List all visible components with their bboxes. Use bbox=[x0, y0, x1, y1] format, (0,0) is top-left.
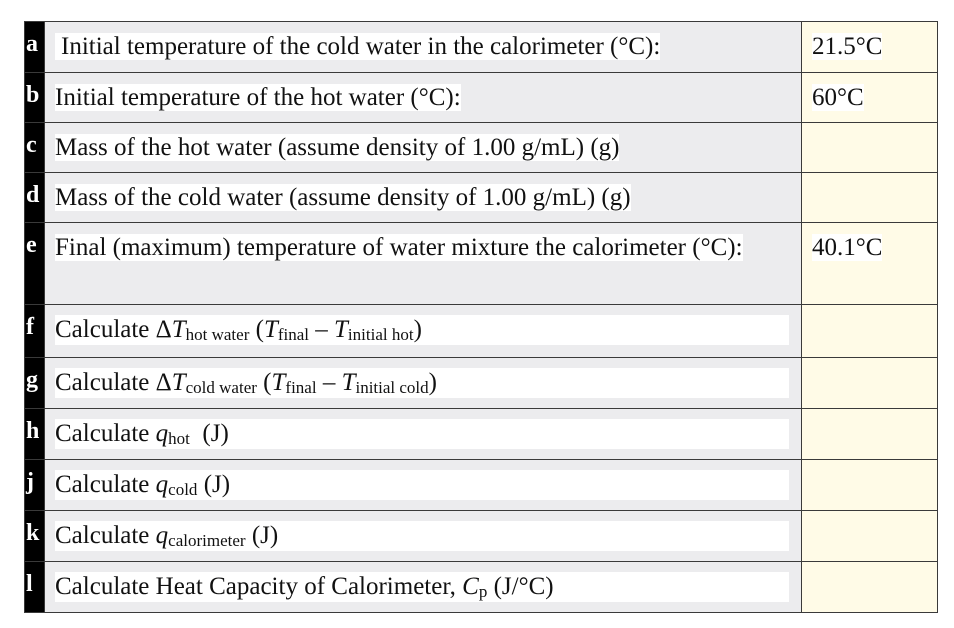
table-row bbox=[25, 123, 938, 173]
row-letter: e bbox=[25, 223, 45, 305]
answer-value: 60°C bbox=[812, 84, 864, 111]
subscript: cold bbox=[168, 480, 198, 499]
question-cell bbox=[45, 409, 802, 460]
table-row bbox=[25, 173, 938, 223]
calorimetry-data-table bbox=[24, 21, 938, 613]
row-letter: j bbox=[25, 460, 45, 511]
question-end: (J) bbox=[197, 471, 231, 498]
question-cell bbox=[45, 460, 802, 511]
subscript: hot bbox=[168, 429, 190, 448]
question-cell bbox=[45, 22, 802, 73]
question-cell bbox=[45, 358, 802, 409]
question-text: Initial temperature of the hot water (°C): bbox=[55, 84, 461, 111]
subscript: initial cold bbox=[355, 378, 429, 397]
answer-field[interactable] bbox=[802, 22, 938, 73]
answer-field[interactable] bbox=[802, 223, 938, 305]
answer-field[interactable] bbox=[802, 123, 938, 173]
row-letter: k bbox=[25, 511, 45, 562]
table-row bbox=[25, 73, 938, 123]
table-row bbox=[25, 358, 938, 409]
question-cell bbox=[45, 223, 802, 305]
question-end: (J) bbox=[189, 420, 229, 447]
question-text bbox=[55, 521, 789, 551]
subscript: initial hot bbox=[347, 325, 414, 344]
answer-field[interactable] bbox=[802, 173, 938, 223]
subscript: final bbox=[277, 325, 310, 344]
question-cell bbox=[45, 173, 802, 223]
subscript: final bbox=[285, 378, 317, 397]
question-prefix: Calculate q bbox=[55, 522, 169, 549]
row-letter: a bbox=[25, 22, 45, 73]
question-text bbox=[55, 315, 789, 345]
question-mid: (T bbox=[256, 369, 286, 396]
question-cell bbox=[45, 123, 802, 173]
subscript: cold water bbox=[185, 378, 257, 397]
question-prefix: Calculate q bbox=[55, 471, 169, 498]
row-letter: f bbox=[25, 305, 45, 358]
row-letter: b bbox=[25, 73, 45, 123]
row-letter: h bbox=[25, 409, 45, 460]
question-text: Mass of the hot water (assume density of 1.00 g/mL) (g) bbox=[55, 134, 620, 161]
row-letter: g bbox=[25, 358, 45, 409]
subscript: calorimeter bbox=[168, 531, 246, 550]
question-text bbox=[55, 368, 789, 398]
row-letter: l bbox=[25, 562, 45, 613]
question-mid: (T bbox=[249, 316, 278, 343]
question-end: ) bbox=[428, 369, 437, 396]
answer-field[interactable] bbox=[802, 460, 938, 511]
table-row bbox=[25, 305, 938, 358]
subscript: hot water bbox=[185, 325, 250, 344]
table-row bbox=[25, 22, 938, 73]
table-row bbox=[25, 409, 938, 460]
table-row bbox=[25, 562, 938, 613]
question-dash: – T bbox=[316, 369, 356, 396]
question-prefix: Calculate ΔT bbox=[55, 316, 186, 343]
question-end: ) bbox=[413, 316, 422, 343]
question-text: Final (maximum) temperature of water mixture the calorimeter (°C): bbox=[55, 234, 743, 261]
row-letter: d bbox=[25, 173, 45, 223]
answer-field[interactable] bbox=[802, 305, 938, 358]
subscript: p bbox=[478, 582, 488, 601]
question-text bbox=[55, 470, 789, 500]
question-text bbox=[55, 419, 789, 449]
question-text: Initial temperature of the cold water in the calorimeter (°C): bbox=[55, 33, 660, 60]
table-row bbox=[25, 511, 938, 562]
question-end: (J/°C) bbox=[487, 573, 554, 600]
row-letter: c bbox=[25, 123, 45, 173]
answer-field[interactable] bbox=[802, 562, 938, 613]
question-dash: – T bbox=[309, 316, 348, 343]
question-text bbox=[55, 572, 789, 602]
answer-field[interactable] bbox=[802, 73, 938, 123]
question-end: (J) bbox=[245, 522, 279, 549]
answer-field[interactable] bbox=[802, 409, 938, 460]
answer-field[interactable] bbox=[802, 511, 938, 562]
answer-field[interactable] bbox=[802, 358, 938, 409]
table-row bbox=[25, 460, 938, 511]
question-prefix: Calculate Heat Capacity of Calorimeter, C bbox=[55, 573, 479, 600]
question-cell bbox=[45, 305, 802, 358]
question-cell bbox=[45, 73, 802, 123]
question-prefix: Calculate q bbox=[55, 420, 169, 447]
table-row bbox=[25, 223, 938, 305]
question-prefix: Calculate ΔT bbox=[55, 369, 186, 396]
question-text: Mass of the cold water (assume density of 1.00 g/mL) (g) bbox=[55, 184, 631, 211]
question-cell bbox=[45, 511, 802, 562]
answer-value: 21.5°C bbox=[812, 33, 883, 60]
question-cell bbox=[45, 562, 802, 613]
answer-value: 40.1°C bbox=[812, 234, 883, 261]
